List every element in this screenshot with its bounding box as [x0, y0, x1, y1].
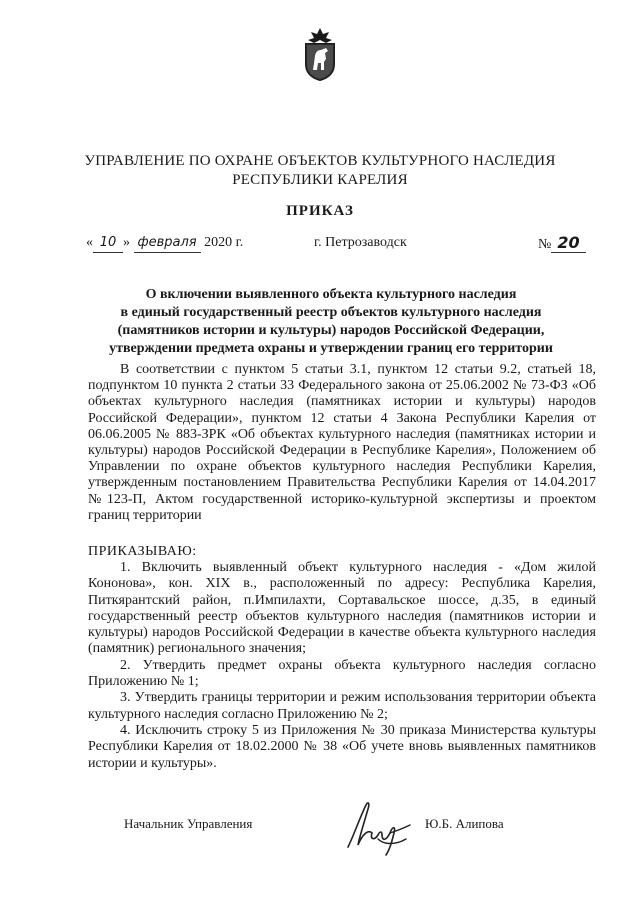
document-city: г. Петрозаводск [314, 235, 407, 250]
number-value: 20 [551, 234, 585, 253]
document-type: ПРИКАЗ [286, 203, 354, 219]
order-item: 4. Исключить строку 5 из Приложения № 30 приказа Министерства культуры Республики Карелия от 18.02.2000 № 38 «Об учете вновь выявленных памятников истории и культуры». [88, 722, 596, 771]
title-line: (памятников истории и культуры) народов Российской Федерации, [117, 323, 545, 338]
number-prefix: № [538, 237, 552, 252]
order-title [100, 286, 562, 358]
date-close-quote: » [123, 235, 130, 250]
signatory-position: Начальник Управления [124, 816, 253, 831]
agency-name-line-2: РЕСПУБЛИКИ КАРЕЛИЯ [232, 172, 408, 188]
order-item: 3. Утвердить границы территории и режим использования территории объекта культурного наследия согласно Приложению № 2; [88, 690, 596, 722]
date-month: февраля [134, 234, 201, 253]
document-date [86, 234, 243, 253]
date-year: 2020 г. [204, 235, 244, 250]
handwritten-signature [340, 795, 420, 857]
title-line: утверждении предмета охраны и утверждении границ его территории [109, 341, 553, 356]
karelia-bear-emblem-icon [302, 26, 338, 82]
document-number [538, 234, 586, 254]
order-item: 2. Утвердить предмет охраны объекта культурного наследия согласно Приложению № 1; [88, 657, 596, 690]
date-open-quote: « [86, 235, 93, 250]
agency-name-line-1: УПРАВЛЕНИЕ ПО ОХРАНЕ ОБЪЕКТОВ КУЛЬТУРНОГО НАСЛЕДИЯ [84, 153, 556, 169]
title-line: О включении выявленного объекта культурного наследия [145, 287, 517, 302]
order-items [88, 560, 596, 772]
order-keyword: ПРИКАЗЫВАЮ: [88, 544, 197, 559]
date-day: 10 [93, 234, 123, 253]
title-line: в единый государственный реестр объектов культурного наследия [120, 305, 542, 320]
preamble-paragraph: В соответствии с пунктом 5 статьи 3.1, пунктом 12 статьи 9.2, статьей 18, подпунктом 10 пункта 2 статьи 33 Федерального закона от 25.06.2002 № 73-ФЗ «Об объектах культурного наследия (памятниках истории и культуры) народов Российской Федерации», пунктом 12 статьи 4 Закона Республики Карелия от 06.06.2005 № 883-ЗРК «Об объектах культурного наследия (памятниках истории и культуры) народов Российской Федерации в Республике Карелия», Положением об Управлении по охране объектов культурного наследия Республики Карелия, утвержденным постановлением Правительства Республики Карелия от 14.04.2017 №123-П, Актом государственной историко-культурной экспертизы и проектом границ территории [88, 362, 596, 523]
signatory-name: Ю.Б. Алипова [425, 816, 504, 831]
order-item: 1. Включить выявленный объект культурного наследия - «Дом жилой Кононова», кон. XIX в., расположенный по адресу: Республика Карелия, Питкярантский район, п.Импилахти, Сортавальское шоссе, д.35, в единый государственный реестр объектов культурного наследия (памятников истории и культуры) народов Российской Федерации в качестве объекта культурного наследия (памятник) регионального значения; [88, 560, 596, 657]
